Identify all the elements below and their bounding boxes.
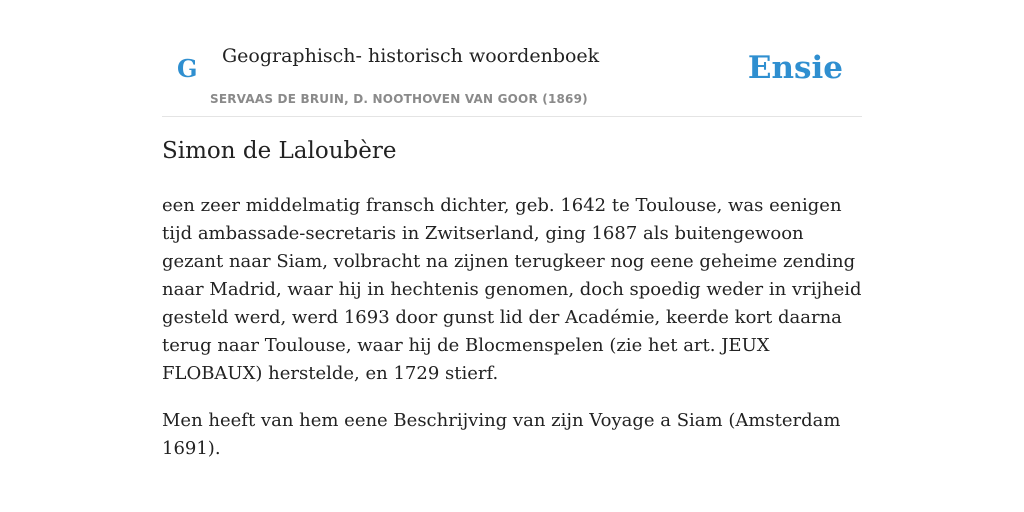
book-logo[interactable]: G [177,54,198,83]
article-title: Simon de Laloubère [162,138,397,164]
book-authors: SERVAAS DE BRUIN, D. NOOTHOVEN VAN GOOR (1869) [210,92,588,106]
brand-logo[interactable]: Ensie [747,50,843,86]
book-title[interactable]: Geographisch- historisch woordenboek [222,45,600,67]
article-body [162,192,862,482]
article-paragraph: een zeer middelmatig fransch dichter, geb. 1642 te Toulouse, was eenigen tijd ambassade-secretaris in Zwitserland, ging 1687 als buitengewoon gezant naar Siam, volbracht na zijnen terugkeer nog eene geheime zending naar Madrid, waar hij in hechtenis genomen, doch spoedig weder in vrijheid gesteld werd, werd 1693 door gunst lid der Académie, keerde kort daarna terug naar Toulouse, waar hij de Blocmenspelen (zie het art. JEUX FLOBAUX) herstelde, en 1729 stierf. [162,195,862,384]
header [162,36,862,117]
article-paragraph: Men heeft van hem eene Beschrijving van zijn Voyage a Siam (Amsterdam 1691). [162,410,841,459]
